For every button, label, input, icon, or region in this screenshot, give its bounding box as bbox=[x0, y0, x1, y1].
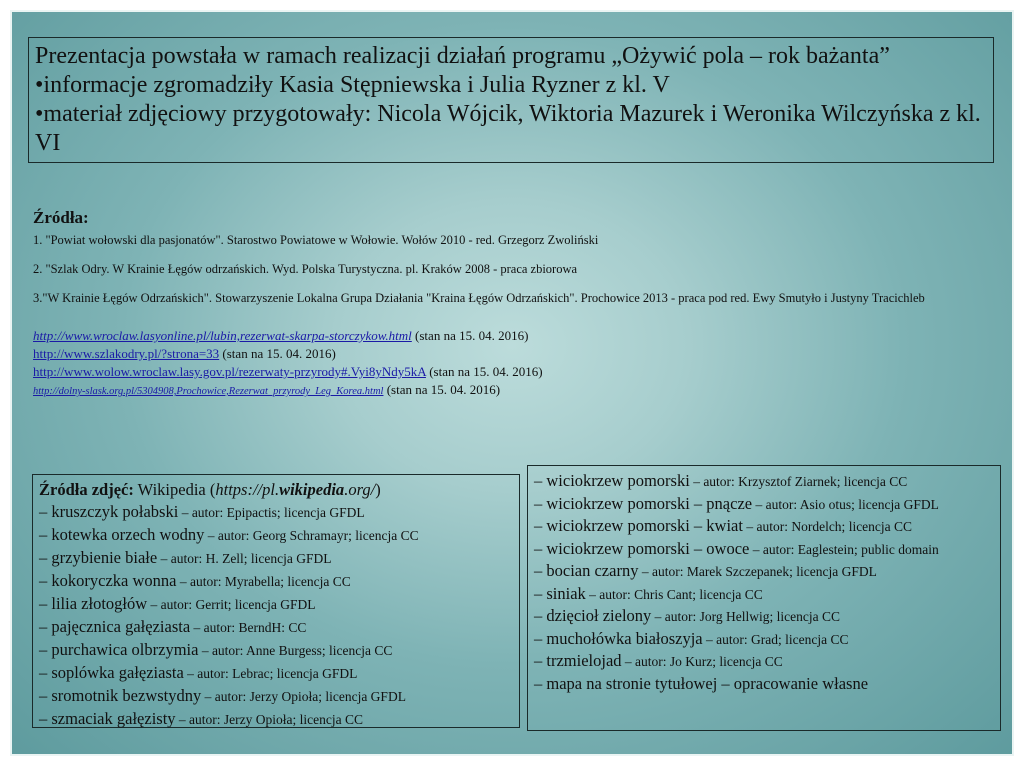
sources-section bbox=[33, 208, 993, 401]
source-link-date: (stan na 15. 04. 2016) bbox=[383, 382, 501, 397]
photo-credit-author: – autor: Georg Schramayr; licencja CC bbox=[204, 528, 419, 543]
photo-credit-author: – autor: Jo Kurz; licencja CC bbox=[621, 654, 783, 669]
photo-credit-item bbox=[534, 583, 994, 606]
photo-credit-item bbox=[39, 616, 513, 639]
photo-sources-heading bbox=[39, 479, 513, 501]
source-link-date: (stan na 15. 04. 2016) bbox=[425, 364, 543, 379]
photo-credit-author: – autor: Lebrac; licencja GFDL bbox=[183, 666, 358, 681]
photo-credit-item bbox=[39, 593, 513, 616]
source-link-wolow-lasy[interactable]: http://www.wolow.wroclaw.lasy.gov.pl/rezerwaty-przyrody#.Vyi8yNdy5kA bbox=[33, 364, 426, 379]
photo-credit-list-left bbox=[39, 501, 513, 731]
photo-credit-author: – autor: H. Zell; licencja GFDL bbox=[157, 551, 332, 566]
photo-credit-item bbox=[39, 685, 513, 708]
photo-credit-item bbox=[39, 547, 513, 570]
source-link-row bbox=[33, 345, 993, 363]
photo-credit-item bbox=[39, 639, 513, 662]
sources-title: Źródła: bbox=[33, 208, 89, 227]
photo-sources-left-box bbox=[32, 474, 520, 728]
photo-credit-subject: – kruszczyk połabski bbox=[39, 502, 179, 521]
photo-credit-author: – autor: Jerzy Opioła; licencja GFDL bbox=[201, 689, 406, 704]
photo-credit-subject: – kotewka orzech wodny bbox=[39, 525, 205, 544]
photo-credit-author: – autor: Eaglestein; public domain bbox=[749, 541, 939, 557]
photo-credit-subject: – kokoryczka wonna bbox=[39, 571, 177, 590]
credits-line-info: •informacje zgromadziły Kasia Stępniewska i Julia Ryzner z kl. V bbox=[35, 72, 670, 98]
credits-line-program: Prezentacja powstała w ramach realizacji działań programu „Ożywić pola – rok bażanta” bbox=[35, 43, 890, 69]
photo-credit-item bbox=[534, 628, 994, 651]
photo-credit-subject: – szmaciak gałęzisty bbox=[39, 709, 176, 728]
photo-credit-author: – autor: Jorg Hellwig; licencja CC bbox=[651, 609, 841, 624]
photo-credit-author: – autor: Gerrit; licencja GFDL bbox=[147, 597, 316, 612]
photo-credit-subject: – trzmielojad bbox=[534, 651, 622, 670]
photo-credit-author: – autor: Grad; licencja CC bbox=[702, 631, 849, 647]
source-link-dolny-slask[interactable]: http://dolny-slask.org.pl/5304908,Prochowice,Rezerwat_przyrody_Leg_Korea.html bbox=[33, 386, 384, 397]
wikipedia-url-suffix: .org/ bbox=[344, 480, 376, 499]
wikipedia-url-prefix: https://pl. bbox=[215, 480, 280, 499]
photo-credit-subject: – wiciokrzew pomorski – owoce bbox=[534, 538, 750, 558]
photo-credit-item bbox=[534, 673, 994, 696]
photo-credit-subject: – siniak bbox=[534, 583, 586, 603]
photo-credit-item bbox=[39, 570, 513, 593]
photo-credit-item bbox=[534, 650, 994, 673]
photo-credit-subject: – pajęcznica gałęziasta bbox=[39, 617, 191, 636]
photo-credit-subject: – grzybienie białe bbox=[39, 548, 158, 567]
photo-credit-author: – autor: BerndH: CC bbox=[190, 620, 307, 635]
photo-credit-item bbox=[534, 605, 994, 628]
photo-credit-author: – autor: Myrabella; licencja CC bbox=[176, 574, 351, 589]
source-links bbox=[33, 327, 993, 401]
photo-credit-item bbox=[534, 538, 994, 561]
slide-canvas bbox=[10, 10, 1014, 756]
source-link-row bbox=[33, 327, 993, 345]
photo-credit-item bbox=[39, 501, 513, 524]
photo-credit-item bbox=[534, 515, 994, 538]
source-link-date: (stan na 15. 04. 2016) bbox=[219, 346, 336, 361]
photo-credit-author: – autor: Krzysztof Ziarnek; licencja CC bbox=[689, 474, 908, 489]
photo-credit-subject: – wiciokrzew pomorski – pnącze bbox=[534, 493, 753, 513]
photo-sources-right-box bbox=[527, 465, 1001, 731]
photo-credit-subject: – muchołówka białoszyja bbox=[534, 628, 703, 648]
source-link-date: (stan na 15. 04. 2016) bbox=[411, 328, 529, 343]
photo-sources-site: Wikipedia ( bbox=[133, 480, 216, 499]
photo-credit-author: – autor: Jerzy Opioła; licencja CC bbox=[175, 712, 363, 727]
photo-credit-item bbox=[534, 493, 994, 516]
photo-credit-subject: – bocian czarny bbox=[534, 561, 639, 580]
source-link-row bbox=[33, 363, 993, 381]
photo-credit-subject: – soplówka gałęziasta bbox=[39, 663, 184, 682]
photo-credit-author: – autor: Chris Cant; licencja CC bbox=[585, 586, 763, 602]
photo-credit-author: – autor: Asio otus; licencja GFDL bbox=[752, 496, 939, 512]
wikipedia-url-name: wikipedia bbox=[279, 480, 345, 499]
photo-credit-item bbox=[39, 524, 513, 547]
photo-credit-subject: – wiciokrzew pomorski – kwiat bbox=[534, 516, 743, 535]
photo-credit-author: – autor: Nordelch; licencja CC bbox=[742, 519, 913, 534]
photo-credit-item bbox=[39, 662, 513, 685]
source-item-1: 1. "Powiat wołowski dla pasjonatów". Starostwo Powiatowe w Wołowie. Wołów 2010 - red. Grzegorz Zwoliński bbox=[33, 233, 599, 247]
photo-credit-subject: – mapa na stronie tytułowej – opracowanie własne bbox=[534, 673, 869, 693]
source-link-szlakodry[interactable]: http://www.szlakodry.pl/?strona=33 bbox=[33, 346, 220, 361]
credits-line-photos: •materiał zdjęciowy przygotowały: Nicola Wójcik, Wiktoria Mazurek i Weronika Wilczyńska z kl. VI bbox=[35, 101, 981, 156]
photo-credit-subject: – lilia złotogłów bbox=[39, 594, 148, 613]
source-link-lasyonline[interactable]: http://www.wroclaw.lasyonline.pl/lubin,rezerwat-skarpa-storczykow.html bbox=[33, 328, 412, 343]
photo-credit-author: – autor: Anne Burgess; licencja CC bbox=[198, 643, 393, 658]
photo-credit-subject: – sromotnik bezwstydny bbox=[39, 686, 202, 705]
photo-credit-item bbox=[534, 560, 994, 583]
photo-credit-subject: – purchawica olbrzymia bbox=[39, 640, 199, 659]
photo-credit-author: – autor: Marek Szczepanek; licencja GFDL bbox=[638, 564, 877, 579]
photo-credit-subject: – wiciokrzew pomorski bbox=[534, 471, 690, 490]
photo-credit-author: – autor: Epipactis; licencja GFDL bbox=[178, 505, 365, 520]
photo-credit-item bbox=[534, 470, 994, 493]
photo-credit-item bbox=[39, 708, 513, 731]
photo-sources-label: Źródła zdjęć: bbox=[39, 480, 134, 499]
photo-credit-subject: – dzięcioł zielony bbox=[534, 606, 652, 625]
source-link-row bbox=[33, 381, 993, 401]
source-item-2: 2. "Szlak Odry. W Krainie Łęgów odrzańskich. Wyd. Polska Turystyczna. pl. Kraków 2008 - praca zbiorowa bbox=[33, 262, 578, 276]
photo-credit-list-right bbox=[534, 470, 994, 695]
credits-box bbox=[28, 37, 994, 163]
source-item-3: 3."W Krainie Łęgów Odrzańskich". Stowarzyszenie Lokalna Grupa Działania "Kraina Łęgów Odrzańskich". Prochowice 2013 - praca pod red. Ewy Smutyło i Justyny Tracichleb bbox=[33, 291, 925, 305]
photo-sources-close: ) bbox=[375, 480, 381, 499]
